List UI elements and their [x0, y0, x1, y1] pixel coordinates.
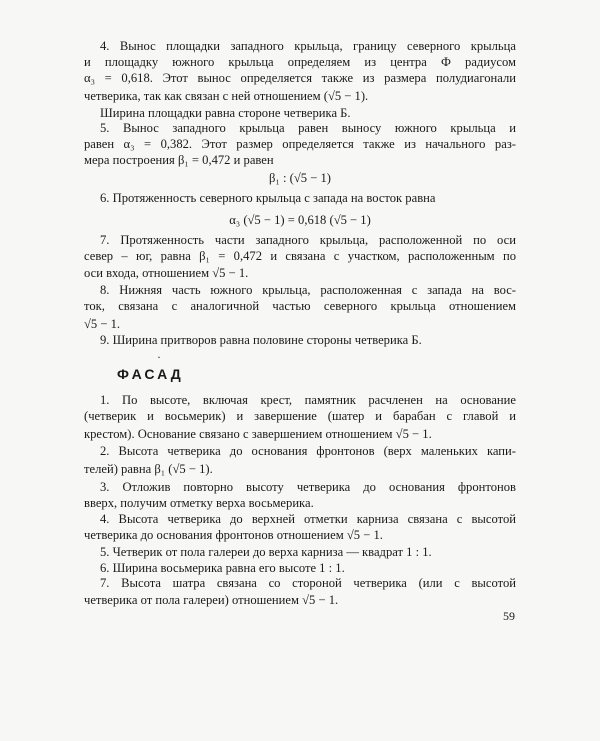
- text-line: 4. Вынос площадки западного крыльца, границу северного крыльца: [100, 39, 516, 53]
- text-line: 9. Ширина притворов равна половине стороны четверика Б.: [100, 333, 422, 347]
- text-line: 3. Отложив повторно высоту четверика до основания фронтонов: [100, 480, 516, 494]
- text-line: 4. Высота четверика до верхней отметки карниза связана с высотой: [100, 512, 516, 526]
- text-line: 2. Высота четверика до основания фронтонов (верх маленьких капи-: [100, 444, 516, 458]
- text-line: 6. Протяженность северного крыльца с запада на восток равна: [100, 191, 436, 205]
- text-line: 7. Протяженность части западного крыльца, расположенной по оси: [100, 233, 516, 247]
- text-line: телей) равна β₁ (√5 − 1).: [84, 462, 213, 476]
- text-line: оси входа, отношением √5 − 1.: [84, 266, 249, 280]
- formula-line: α₃ (√5 − 1) = 0,618 (√5 − 1): [229, 213, 371, 227]
- stray-dot: ·: [157, 350, 161, 364]
- page-number: 59: [503, 609, 515, 623]
- text-line: 7. Высота шатра связана со стороной четверика (или с высотой: [100, 576, 516, 590]
- text-line: вверх, получим отметку верха восьмерика.: [84, 496, 314, 510]
- text-line: 5. Вынос западного крыльца равен выносу южного крыльца и: [100, 121, 516, 135]
- text-line: 8. Нижняя часть южного крыльца, расположенная с запада на вос-: [100, 283, 516, 297]
- text-line: 6. Ширина восьмерика равна его высоте 1 : 1.: [100, 561, 345, 575]
- text-line: √5 − 1.: [84, 317, 121, 331]
- text-line: крестом). Основание связано с завершением отношением √5 − 1.: [84, 427, 432, 441]
- text-line: Ширина площадки равна стороне четверика Б.: [100, 106, 351, 120]
- text-line: равен α₃ = 0,382. Этот размер определяется также из начального раз-: [84, 137, 516, 151]
- text-line: четверика, так как связан с ней отношением (√5 − 1).: [84, 89, 369, 103]
- text-line: четверика от пола галереи) отношением √5 − 1.: [84, 593, 339, 607]
- section-heading: ФАСАД: [117, 366, 184, 382]
- text-line: четверика до основания фронтонов отношением √5 − 1.: [84, 528, 383, 542]
- text-line: север – юг, равна β₁ = 0,472 и связана с участком, расположенным по: [84, 249, 516, 263]
- text-line: 5. Четверик от пола галереи до верха карниза — квадрат 1 : 1.: [100, 545, 432, 559]
- text-line: α₃ = 0,618. Этот вынос определяется также из размера полудиагонали: [84, 71, 516, 85]
- text-line: и площадку южного крыльца определяем из центра Ф радиусом: [84, 55, 516, 69]
- text-line: (четверик и восьмерик) и завершение (шатер и барабан с главой и: [84, 409, 516, 423]
- text-line: 1. По высоте, включая крест, памятник расчленен на основание: [100, 393, 516, 407]
- text-line: мера построения β₁ = 0,472 и равен: [84, 153, 274, 167]
- formula-line: β₁ : (√5 − 1): [269, 171, 331, 185]
- text-line: ток, связана с аналогичной частью северного крыльца отношением: [84, 299, 516, 313]
